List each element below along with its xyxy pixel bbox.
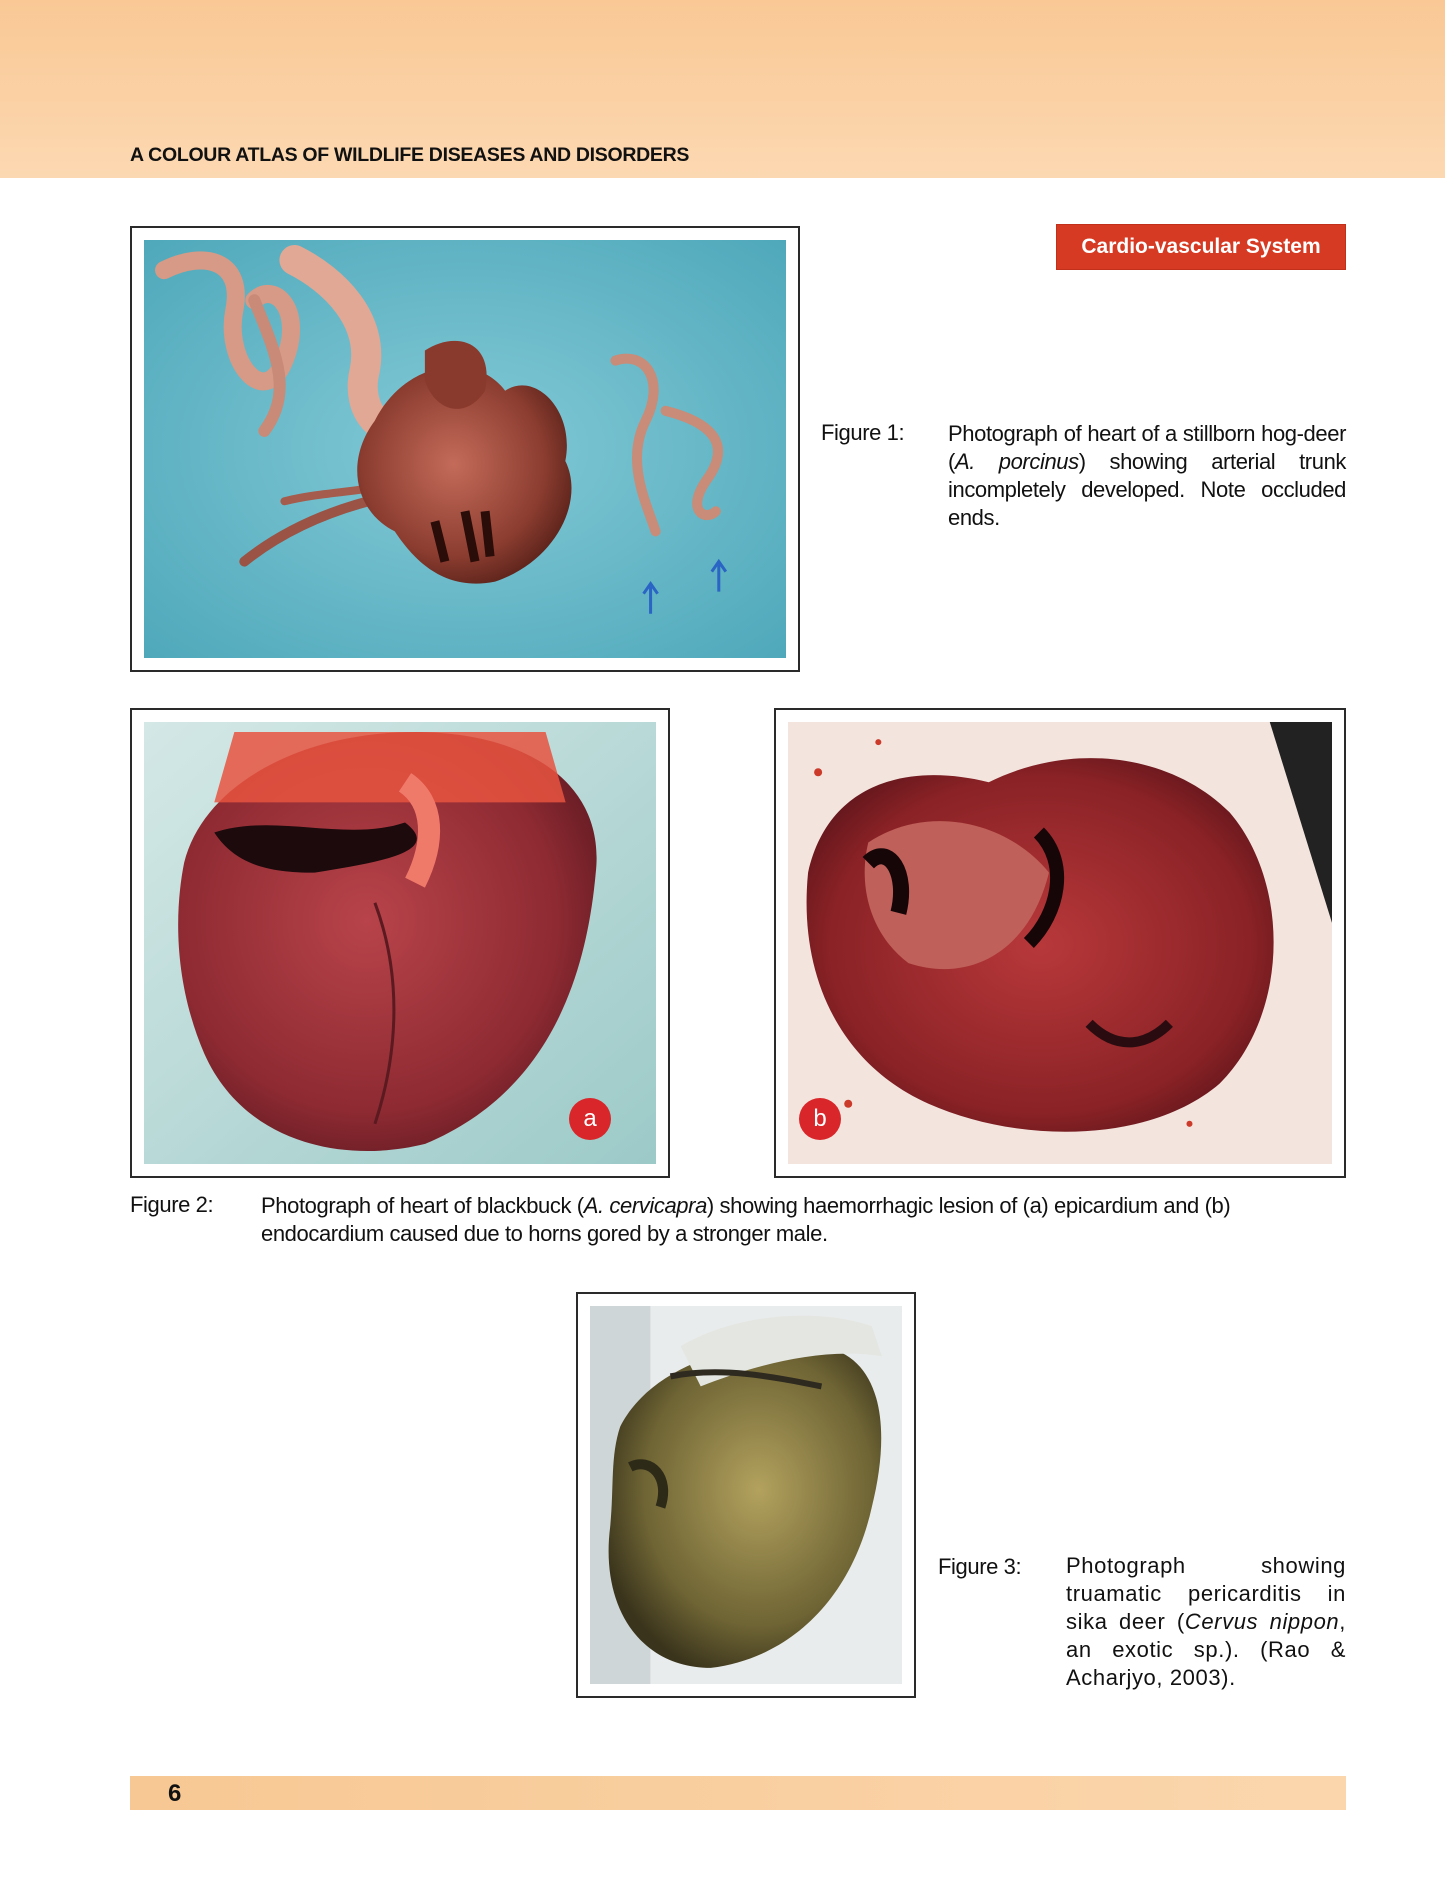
running-header-title: A COLOUR ATLAS OF WILDLIFE DISEASES AND DISORDERS bbox=[130, 144, 690, 166]
pericarditis-image bbox=[590, 1306, 902, 1684]
page-number: 6 bbox=[168, 1780, 182, 1807]
figure-2a-photo bbox=[130, 708, 670, 1178]
epicardium-lesion-image bbox=[144, 722, 656, 1164]
figure-2-label: Figure 2: bbox=[130, 1192, 214, 1217]
figure-1-label: Figure 1: bbox=[821, 420, 905, 445]
footer-band bbox=[130, 1776, 1346, 1810]
figure-3-label: Figure 3: bbox=[938, 1554, 1022, 1579]
figure-3-photo bbox=[576, 1292, 916, 1698]
endocardium-lesion-image bbox=[788, 722, 1332, 1164]
figure-1-caption: Photograph of heart of a stillborn hog-deer (A. porcinus) showing arterial trunk incompletely developed. Note occluded ends. bbox=[948, 421, 1347, 530]
figure-2b-photo bbox=[774, 708, 1346, 1178]
figure-1-photo bbox=[130, 226, 800, 672]
panel-a-badge: a bbox=[569, 1098, 611, 1140]
panel-b-badge: b bbox=[799, 1098, 841, 1140]
section-badge: Cardio-vascular System bbox=[1056, 224, 1346, 270]
figure-2-caption: Photograph of heart of blackbuck (A. cervicapra) showing haemorrhagic lesion of (a) epicardium and (b) endocardium caused due to horns gored by a stronger male. bbox=[261, 1193, 1231, 1246]
figure-3-caption: Photograph showing truamatic pericarditis in sika deer (Cervus nippon, an exotic sp.). (Rao & Acharjyo, 2003). bbox=[1066, 1553, 1346, 1690]
stillborn-heart-image bbox=[144, 240, 786, 658]
